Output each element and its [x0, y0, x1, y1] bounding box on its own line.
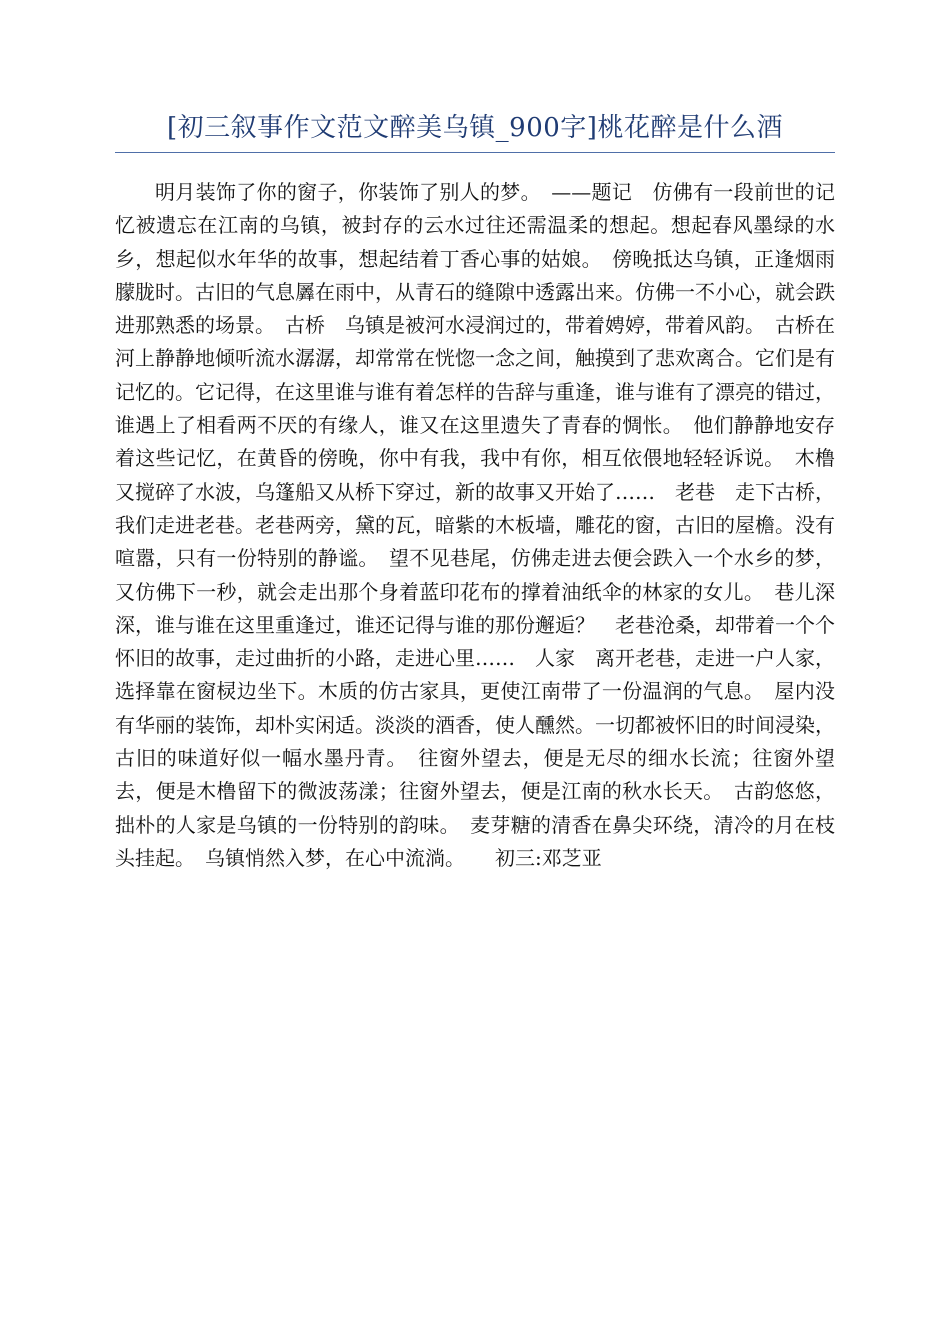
- essay-body: 明月装饰了你的窗子，你装饰了别人的梦。 ——题记 仿佛有一段前世的记忆被遗忘在江南的乌镇，被封存的云水过往还需温柔的想起。想起春风墨绿的水乡，想起似水年华的故事，想起结着丁香心事的姑娘。 傍晚抵达乌镇，正逢烟雨朦胧时。古旧的气息羼在雨中，从青石的缝隙中透露出来。仿佛一不小心，就会跌进那熟悉的场景。 古桥 乌镇是被河水浸润过的，带着娉婷，带着风韵。 古桥在河上静静地倾听流水潺潺，却常常在恍惚一念之间，触摸到了悲欢离合。它们是有记忆的。它记得，在这里谁与谁有着怎样的告辞与重逢，谁与谁有了漂亮的错过，谁遇上了相看两不厌的有缘人，谁又在这里遗失了青春的惆怅。 他们静静地安存着这些记忆，在黄昏的傍晚，你中有我，我中有你，相互依偎地轻轻诉说。 木橹又搅碎了水波，乌篷船又从桥下穿过，新的故事又开始了…… 老巷 走下古桥，我们走进老巷。老巷两旁，黛的瓦，暗紫的木板墙，雕花的窗，古旧的屋檐。没有喧嚣，只有一份特别的静谧。 望不见巷尾，仿佛走进去便会跌入一个水乡的梦，又仿佛下一秒，就会走出那个身着蓝印花布的撑着油纸伞的林家的女儿。 巷儿深深，谁与谁在这里重逢过，谁还记得与谁的那份邂逅？ 老巷沧桑，却带着一个个怀旧的故事，走过曲折的小路，走进心里…… 人家 离开老巷，走进一户人家，选择靠在窗棂边坐下。木质的仿古家具，更使江南带了一份温润的气息。 屋内没有华丽的装饰，却朴实闲适。淡淡的酒香，使人醺然。一切都被怀旧的时间浸染，古旧的味道好似一幅水墨丹青。 往窗外望去，便是无尽的细水长流；往窗外望去，便是木橹留下的微波荡漾；往窗外望去，便是江南的秋水长天。 古韵悠悠，拙朴的人家是乌镇的一份特别的韵味。 麦芽糖的清香在鼻尖环绕，清冷的月在枝头挂起。 乌镇悄然入梦，在心中流淌。 初三:邓芝亚: [115, 180, 835, 870]
- document-title: [初三叙事作文范文醉美乌镇_900字]桃花醉是什么酒: [167, 113, 783, 143]
- title-block: [115, 108, 835, 153]
